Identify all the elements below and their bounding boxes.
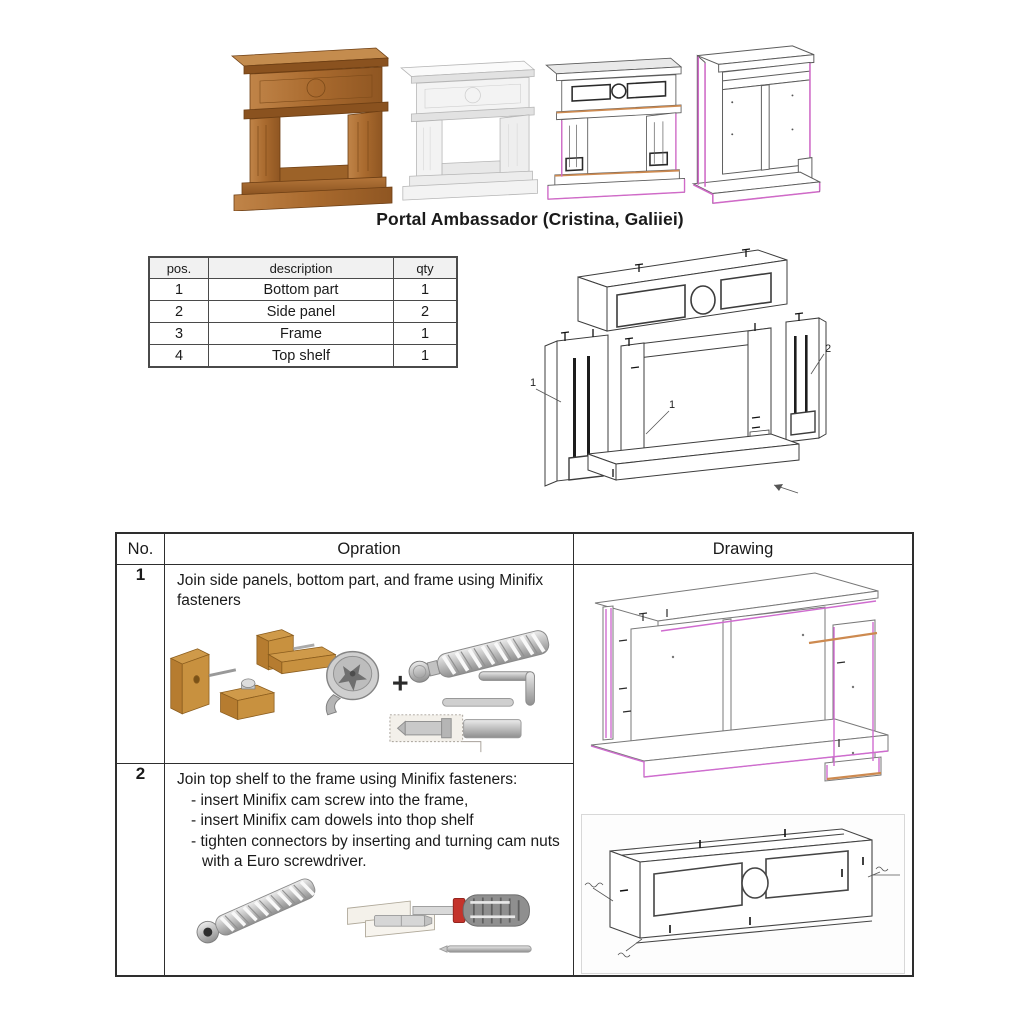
exploded-view-diagram [503,242,927,514]
callout-side-panel-left: 1 [530,377,537,389]
callout-frame: 1 [669,399,676,411]
cell-description: Frame [209,323,394,345]
dowel-screw-icon [194,876,318,946]
wood-joint-icon [171,630,336,720]
step-number: 1 [116,565,165,764]
callout-side-panel-right: 2 [825,343,832,355]
portal-wood-image [226,36,396,211]
operations-header-row [116,533,913,565]
step2-intro: Join top shelf to the frame using Minifix fasteners: [177,771,518,789]
table-row [149,301,457,323]
parts-table [148,256,458,368]
cell-pos: 1 [149,279,209,301]
dowel-cross-section-icon [390,715,521,752]
parts-table-header [149,257,457,279]
table-row [149,279,457,301]
cell-description: Side panel [209,301,394,323]
portal-line-front-image [541,40,688,207]
header-drawing: Drawing [574,533,914,565]
cam-lock-icon [326,652,378,715]
cell-description: Bottom part [209,279,394,301]
cell-qty: 1 [394,279,458,301]
cell-qty: 1 [394,345,458,368]
step-number: 2 [116,764,165,976]
cell-pos: 2 [149,301,209,323]
screw-and-screwdriver-illustration [165,876,557,962]
portal-line-rear-image [689,42,826,212]
bullet-line: - tighten connectors by inserting and turning cam nuts with a Euro screwdriver. [191,832,560,871]
header-operation: Opration [165,533,574,565]
table-row [149,345,457,368]
plus-sign: + [391,667,409,700]
bullet-line: - insert Minifix cam screw into the frame, [191,791,469,809]
operations-table [115,532,914,977]
step-row-1 [116,565,913,764]
cell-description: Top shelf [209,345,394,368]
step2-operation-cell [165,764,574,976]
step1-operation-cell [165,565,574,764]
header-no: No. [116,533,165,565]
step2-hardware [165,876,573,962]
step1-hardware [165,616,573,760]
page-title: Portal Ambassador (Cristina, Galiiei) [376,209,684,229]
cell-qty: 2 [394,301,458,323]
table-row [149,323,457,345]
header-pos: pos. [149,257,209,279]
step2-bullets [165,791,573,873]
header-description: description [209,257,394,279]
minifix-hardware-illustration [165,616,567,760]
portal-white-image [396,44,541,207]
cell-pos: 3 [149,323,209,345]
bullet-line: - insert Minifix cam dowels into thop shelf [191,812,474,830]
step2-drawing [580,813,906,975]
metal-pin-icon [443,698,514,706]
step1-drawing [583,567,903,805]
metal-rod-icon [440,946,531,952]
step1-text: Join side panels, bottom part, and frame using Minifix fasteners [177,572,544,610]
header-qty: qty [394,257,458,279]
cell-pos: 4 [149,345,209,368]
cell-qty: 1 [394,323,458,345]
drawing-cell [574,565,914,977]
